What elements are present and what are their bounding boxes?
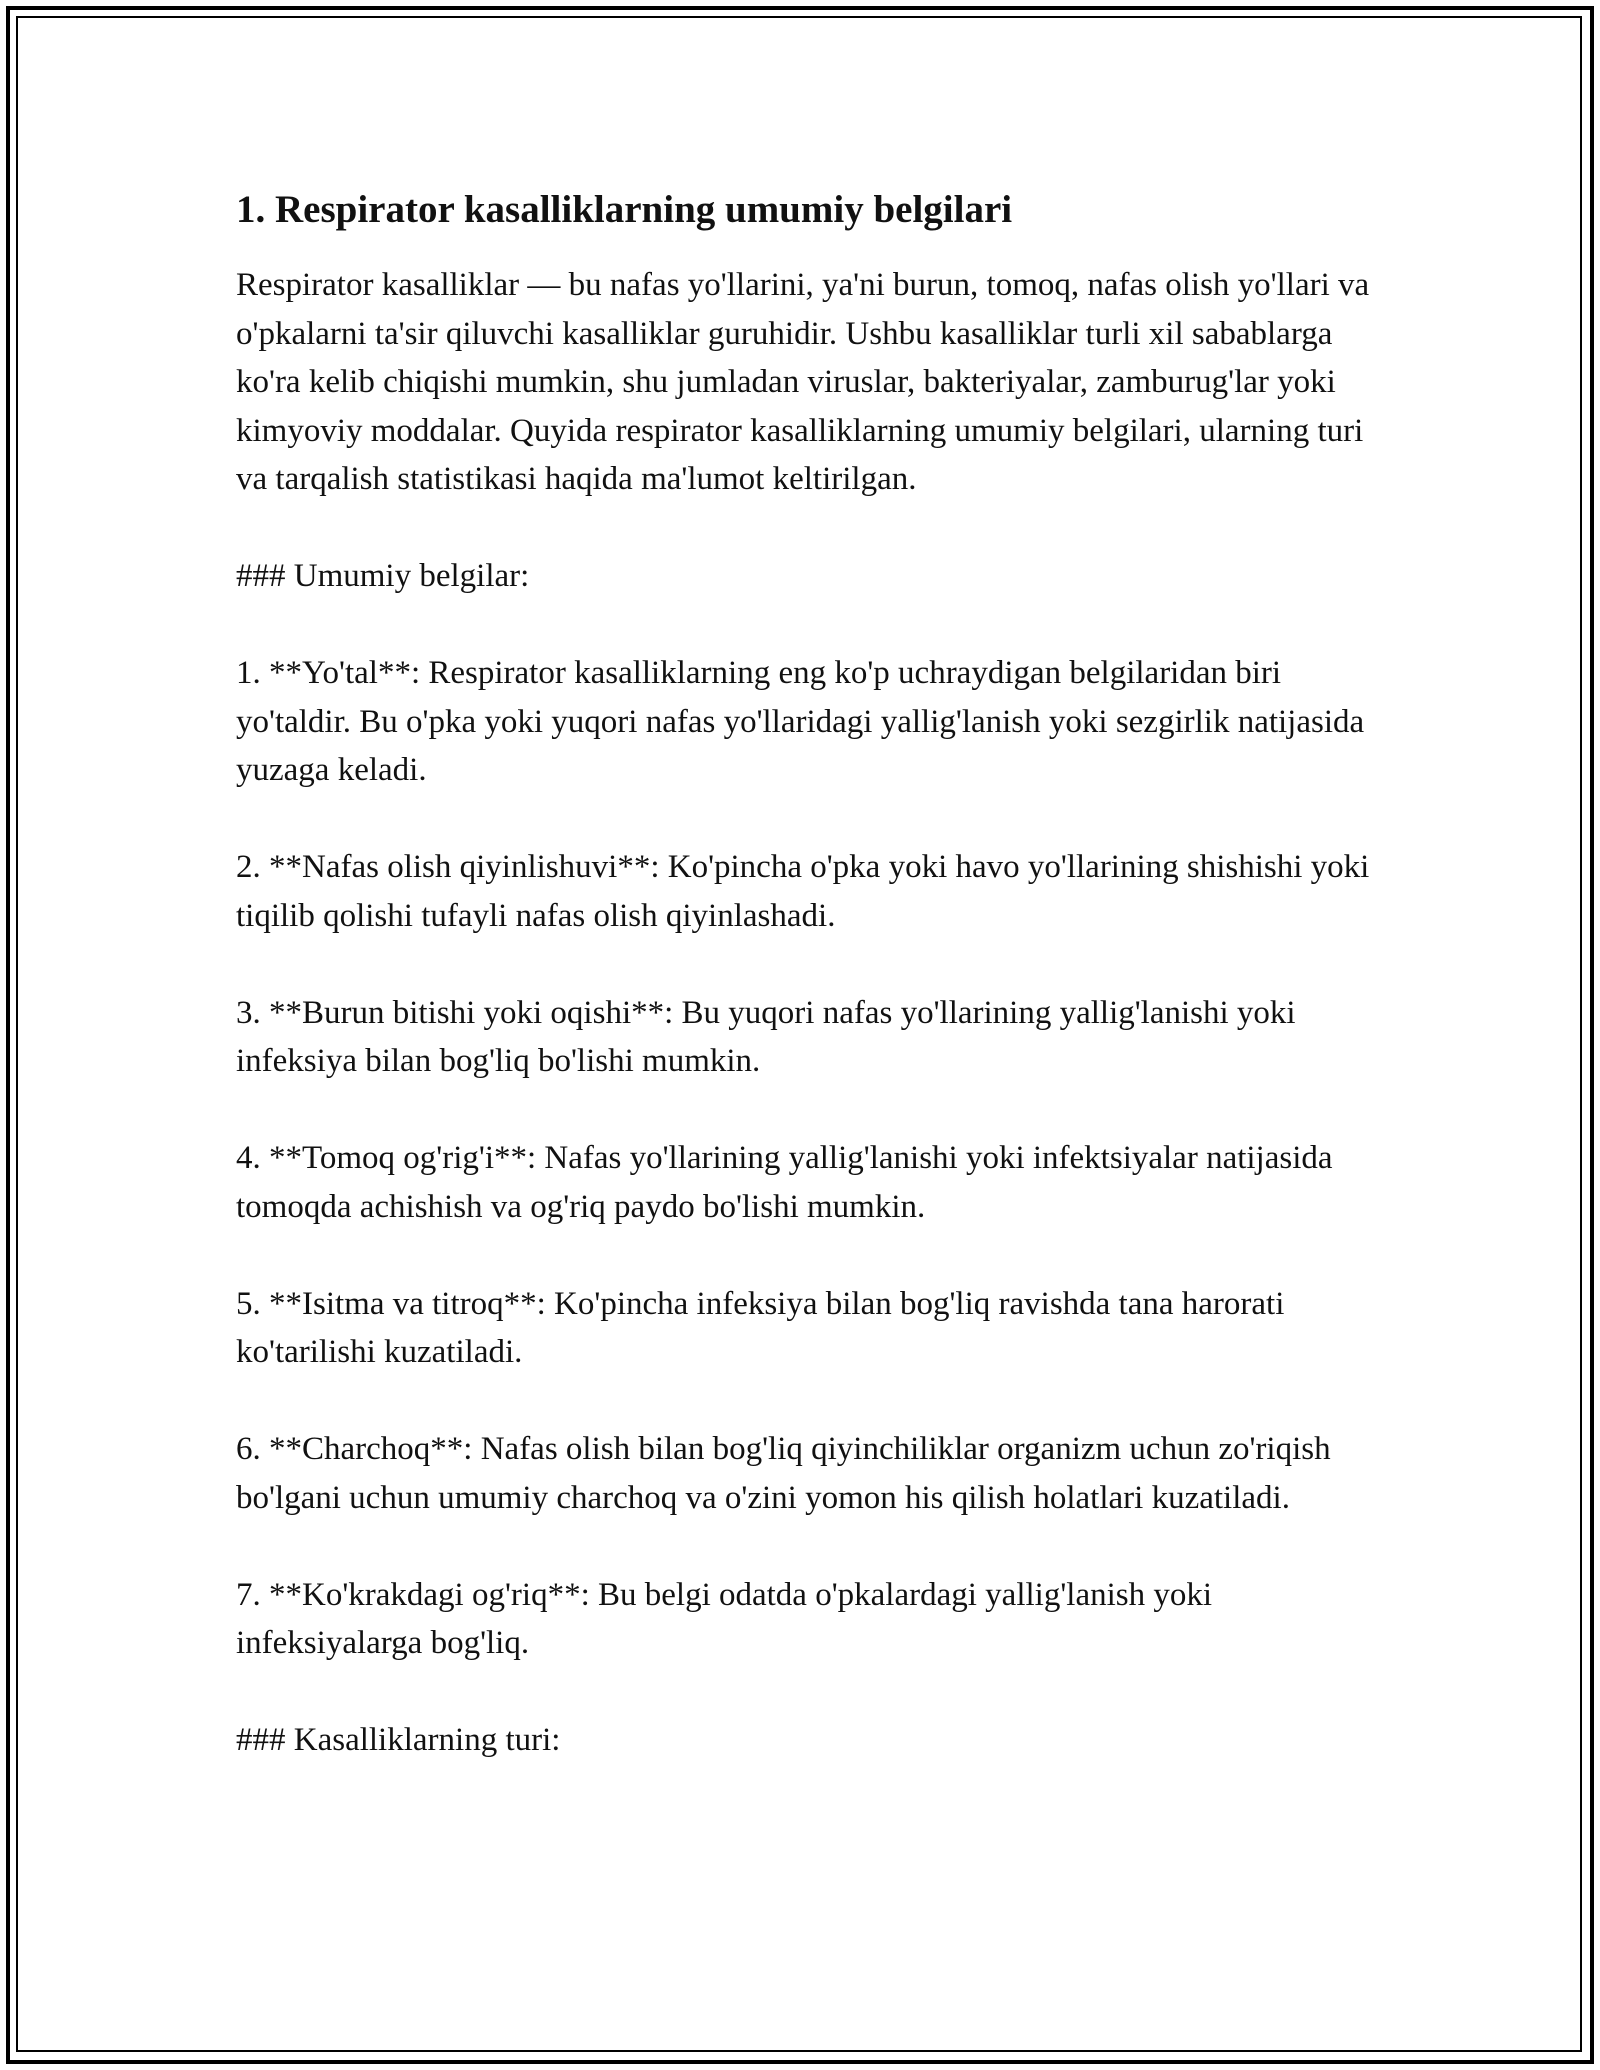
- list-item-breathing-difficulty: 2. **Nafas olish qiyinlishuvi**: Ko'pincha o'pka yoki havo yo'llarining shishishi yoki tiqilib qolishi tufayli nafas olish qiyinlashadi.: [236, 849, 1370, 934]
- list-item-fatigue: 6. **Charchoq**: Nafas olish bilan bog'liq qiyinchiliklar organizm uchun zo'riqish bo'lgani uchun umumiy charchoq va o'zini yomon his qilish holatlari kuzatiladi.: [236, 1431, 1331, 1516]
- document-title: 1. Respirator kasalliklarning umumiy belgilari: [236, 188, 1013, 231]
- section-heading-symptoms: ### Umumiy belgilar:: [236, 558, 530, 594]
- document-body: [236, 186, 1396, 1813]
- list-item-sore-throat: 4. **Tomoq og'rig'i**: Nafas yo'llarining yallig'lanishi yoki infektsiyalar natijasida tomoqda achishish va og'riq paydo bo'lishi mumkin.: [236, 1140, 1333, 1225]
- list-item-cough: 1. **Yo'tal**: Respirator kasalliklarning eng ko'p uchraydigan belgilaridan biri yo'taldir. Bu o'pka yoki yuqori nafas yo'llaridagi yallig'lanish yoki sezgirlik natijasida yuzaga keladi.: [236, 655, 1365, 788]
- list-item-nasal-congestion: 3. **Burun bitishi yoki oqishi**: Bu yuqori nafas yo'llarining yallig'lanishi yoki infeksiya bilan bog'liq bo'lishi mumkin.: [236, 994, 1296, 1079]
- intro-paragraph: Respirator kasalliklar — bu nafas yo'llarini, ya'ni burun, tomoq, nafas olish yo'llari va o'pkalarni ta'sir qiluvchi kasalliklar guruhidir. Ushbu kasalliklar turli xil sabablarga ko'ra kelib chiqishi mumkin, shu jumladan viruslar, bakteriyalar, zamburug'lar yoki kimyoviy moddalar. Quyida respirator kasalliklarning umumiy belgilari, ularning turi va tarqalish statistikasi haqida ma'lumot keltirilgan.: [236, 267, 1370, 497]
- section-heading-disease-types: ### Kasalliklarning turi:: [236, 1722, 561, 1758]
- list-item-fever-chills: 5. **Isitma va titroq**: Ko'pincha infeksiya bilan bog'liq ravishda tana harorati ko'tarilishi kuzatiladi.: [236, 1285, 1285, 1370]
- list-item-chest-pain: 7. **Ko'krakdagi og'riq**: Bu belgi odatda o'pkalardagi yallig'lanish yoki infeksiyalarga bog'liq.: [236, 1576, 1213, 1661]
